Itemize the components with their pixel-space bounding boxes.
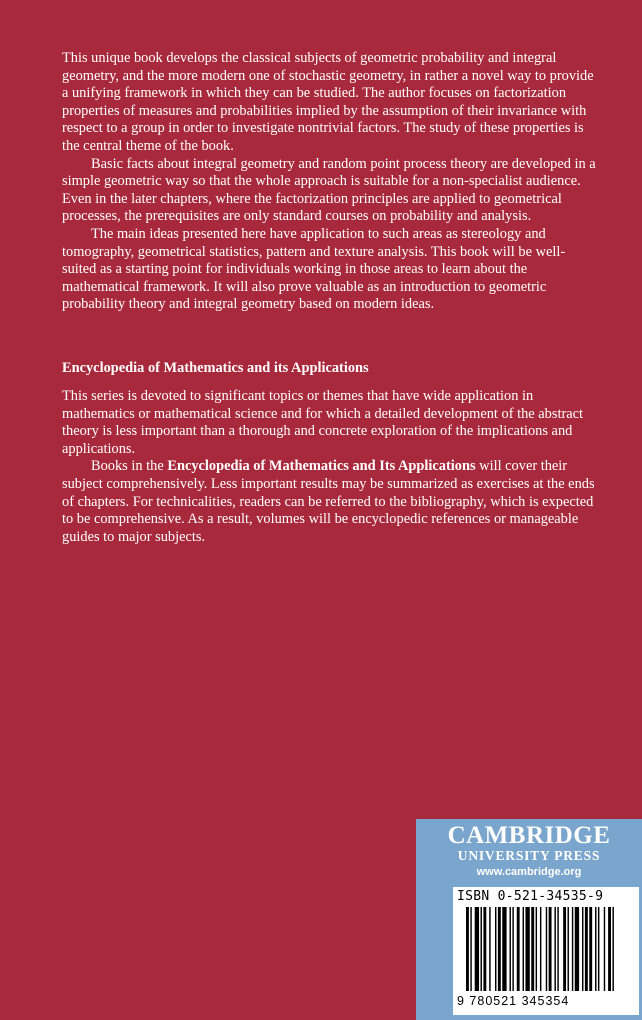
description-paragraph-1: This unique book develops the classical subjects of geometric probability and integral geometry, and the more modern one of stochastic geometry, in rather a novel way to provide a unifying framework in which they can be studied. The author focuses on factorization properties of measures and probabilities implied by the assumption of their invariance with respect to a group in order to investigate nontrivial factors. The study of these properties is the central theme of the book. bbox=[62, 50, 594, 154]
barcode-bar bbox=[585, 907, 588, 991]
description-paragraph-3: The main ideas presented here have application to such areas as stereology and tomography, geometrical statistics, pattern and texture analysis. This book will be well-suited as a starting point for individuals working in those areas to learn about the mathematical framework. It will also prove valuable as an introduction to geometric probability theory and integral geometry based on modern ideas. bbox=[62, 225, 566, 313]
barcode-bar bbox=[512, 907, 513, 991]
barcode-bar bbox=[466, 907, 469, 991]
barcode-bar bbox=[554, 907, 555, 991]
series-title-bold: Encyclopedia of Mathematics and Its Applications bbox=[167, 458, 476, 475]
barcode-bar bbox=[604, 907, 605, 991]
barcode-bar bbox=[510, 907, 511, 991]
barcode-bar bbox=[612, 907, 613, 991]
barcode-bar bbox=[481, 907, 482, 991]
barcode-bar bbox=[598, 907, 599, 991]
isbn-label: ISBN 0-521-34535-9 bbox=[457, 889, 604, 904]
series-paragraph-2 bbox=[62, 458, 596, 546]
barcode-bar bbox=[549, 907, 552, 991]
barcode-bar bbox=[589, 907, 592, 991]
barcode-bar bbox=[502, 907, 506, 991]
barcode-bar bbox=[575, 907, 579, 991]
barcode-bar bbox=[498, 907, 501, 991]
barcode-bar bbox=[557, 907, 558, 991]
series-description bbox=[62, 388, 596, 546]
publisher-panel bbox=[416, 819, 642, 1020]
barcode-bar bbox=[495, 907, 496, 991]
barcode-bar bbox=[523, 907, 524, 991]
book-description bbox=[62, 50, 596, 314]
barcode-bar bbox=[546, 907, 547, 991]
publisher-subtitle: UNIVERSITY PRESS bbox=[457, 848, 601, 863]
barcode-bar bbox=[540, 907, 541, 991]
barcode-digits: 9 780521 345354 bbox=[457, 994, 570, 1008]
barcode-icon bbox=[456, 907, 636, 993]
series-paragraph-1: This series is devoted to significant topics or themes that have wide application in mathematics or mathematical science and for which a detailed development of the abstract theory is less important than a thorough and concrete exploration of the implications and applications. bbox=[62, 388, 584, 457]
series-paragraph-2-lead: Books in the bbox=[91, 458, 168, 475]
barcode-bar bbox=[483, 907, 486, 991]
barcode-bar bbox=[572, 907, 573, 991]
barcode-bar bbox=[517, 907, 520, 991]
barcode-bar bbox=[531, 907, 534, 991]
isbn-barcode-box bbox=[453, 887, 639, 1015]
publisher-url: www.cambridge.org bbox=[476, 866, 582, 878]
barcode-bar bbox=[470, 907, 471, 991]
barcode-bar bbox=[475, 907, 479, 991]
series-heading: Encyclopedia of Mathematics and its Applications bbox=[62, 360, 369, 376]
barcode-bar bbox=[568, 907, 569, 991]
barcode-bar bbox=[595, 907, 596, 991]
publisher-name: CAMBRIDGE bbox=[447, 822, 611, 849]
barcode-bar bbox=[536, 907, 537, 991]
barcode-bar bbox=[582, 907, 583, 991]
barcode-bar bbox=[563, 907, 566, 991]
barcode-bar bbox=[489, 907, 490, 991]
series-paragraph-2-rest: will cover their subject comprehensively. Less important results may be summarized as exercises at the ends of chapters. For technicalities, readers can be referred to the bibliography, which is expected to be comprehensive. As a result, volumes will be encyclopedic references or manageable guides to major subjects. bbox=[62, 458, 595, 545]
barcode-bar bbox=[608, 907, 611, 991]
barcode-bar bbox=[525, 907, 529, 991]
description-paragraph-2: Basic facts about integral geometry and random point process theory are developed in a simple geometric way so that the whole approach is suitable for a non-specialist audience. Even in the later chapters, where the factorization principles are applied to geometrical processes, the prerequisites are only standard courses on probability and analysis. bbox=[62, 155, 596, 225]
